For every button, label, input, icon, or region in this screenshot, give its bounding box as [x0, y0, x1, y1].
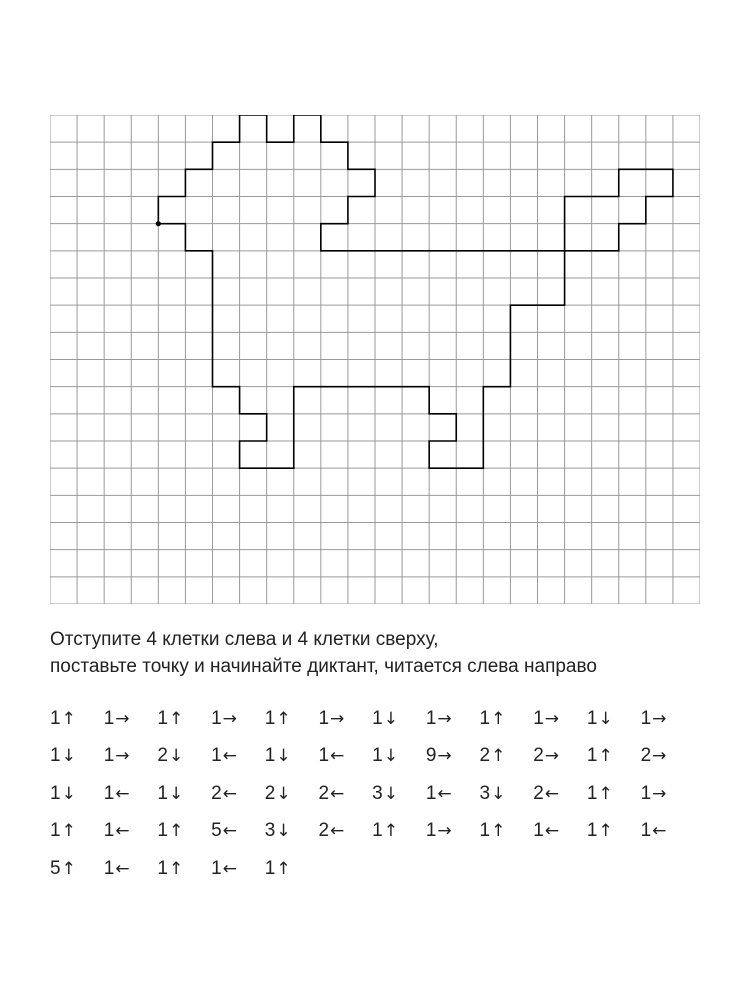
direction-arrow-icon: ← [544, 783, 560, 804]
dictation-step [480, 783, 534, 805]
step-count: 1 [211, 857, 222, 879]
dictation-step [480, 745, 534, 767]
dictation-step [211, 820, 265, 842]
direction-arrow-icon: → [222, 708, 237, 729]
step-count: 1 [50, 745, 61, 767]
direction-arrow-icon: ↑ [491, 708, 506, 729]
step-count: 1 [533, 707, 544, 729]
direction-arrow-icon: ↓ [276, 821, 291, 842]
direction-arrow-icon: ↑ [598, 821, 613, 842]
direction-arrow-icon: ↓ [168, 746, 184, 767]
direction-arrow-icon: ↓ [383, 783, 398, 804]
direction-arrow-icon: → [115, 746, 130, 767]
step-count: 1 [157, 707, 168, 729]
direction-arrow-icon: → [437, 746, 452, 767]
instructions [50, 626, 740, 680]
dictation-step [318, 745, 372, 767]
step-count: 1 [586, 707, 598, 729]
dictation-step [104, 708, 158, 730]
direction-arrow-icon: ↑ [491, 746, 506, 767]
dictation-row [50, 700, 740, 738]
dictation-step [641, 820, 695, 842]
direction-arrow-icon: ← [222, 746, 237, 767]
dictation-step [318, 783, 372, 805]
step-count: 1 [586, 782, 598, 804]
dictation-step [480, 820, 534, 842]
dictation-step [211, 708, 265, 730]
direction-arrow-icon: ↓ [276, 783, 291, 804]
direction-arrow-icon: ↑ [168, 821, 184, 842]
direction-arrow-icon: → [330, 708, 345, 729]
step-count: 2 [318, 782, 330, 804]
dictation-step [50, 783, 104, 805]
direction-arrow-icon: ← [437, 783, 452, 804]
dictation-step [157, 858, 211, 880]
dictation-step [104, 745, 158, 767]
direction-arrow-icon: ← [544, 821, 560, 842]
graph-paper-grid [50, 115, 700, 604]
step-count: 1 [425, 820, 437, 842]
step-count: 1 [157, 782, 168, 804]
step-count: 1 [372, 707, 383, 729]
dictation-step [157, 783, 211, 805]
direction-arrow-icon: ↑ [276, 708, 291, 729]
dictation-step [157, 820, 211, 842]
direction-arrow-icon: ← [652, 821, 667, 842]
dictation-step [318, 820, 372, 842]
step-count: 1 [640, 707, 652, 729]
step-count: 1 [425, 707, 437, 729]
direction-arrow-icon: ↑ [383, 821, 398, 842]
dictation-step [587, 745, 641, 767]
dictation-row [50, 850, 740, 888]
dictation-step [641, 745, 695, 767]
step-count: 1 [479, 820, 491, 842]
dictation-step [211, 783, 265, 805]
dictation-step [641, 783, 695, 805]
dictation-step [265, 708, 319, 730]
step-count: 5 [50, 857, 61, 879]
dictation-step [587, 783, 641, 805]
step-count: 2 [533, 782, 544, 804]
step-count: 2 [640, 745, 652, 767]
dictation-step [104, 858, 158, 880]
dictation-step [265, 745, 319, 767]
direction-arrow-icon: ← [222, 821, 237, 842]
direction-arrow-icon: → [652, 783, 667, 804]
dictation-step [533, 745, 587, 767]
direction-arrow-icon: → [544, 746, 560, 767]
direction-arrow-icon: ↓ [168, 783, 184, 804]
dictation-step [426, 783, 480, 805]
dictation-step [104, 783, 158, 805]
step-count: 3 [372, 782, 383, 804]
step-count: 2 [264, 782, 276, 804]
dictation-step [587, 820, 641, 842]
step-count: 9 [425, 745, 437, 767]
direction-arrow-icon: ↑ [61, 708, 76, 729]
step-count: 2 [318, 820, 330, 842]
dictation-step [372, 820, 426, 842]
dictation-step [157, 745, 211, 767]
step-count: 1 [50, 820, 61, 842]
dictation-step [426, 820, 480, 842]
dictation-step [211, 745, 265, 767]
instruction-line-1: Отступите 4 клетки слева и 4 клетки сверху, [50, 629, 439, 650]
step-count: 1 [103, 782, 115, 804]
dictation-step [50, 820, 104, 842]
direction-arrow-icon: → [437, 708, 452, 729]
direction-arrow-icon: ↓ [598, 708, 613, 729]
step-count: 1 [157, 820, 168, 842]
direction-arrow-icon: ↑ [168, 858, 184, 879]
step-count: 1 [640, 820, 652, 842]
direction-arrow-icon: ↓ [61, 783, 76, 804]
dictation-step [426, 708, 480, 730]
step-count: 1 [50, 707, 61, 729]
direction-arrow-icon: ↓ [491, 783, 506, 804]
dictation-step [265, 858, 319, 880]
step-count: 1 [586, 745, 598, 767]
dictation-row [50, 738, 740, 776]
step-count: 1 [318, 745, 330, 767]
dictation-step [50, 708, 104, 730]
step-count: 1 [372, 745, 383, 767]
step-count: 1 [211, 745, 222, 767]
instruction-line-2: поставьте точку и начинайте диктант, читается слева направо [50, 656, 597, 677]
step-count: 2 [211, 782, 222, 804]
dictation-step [480, 708, 534, 730]
step-count: 1 [264, 745, 276, 767]
step-count: 1 [479, 707, 491, 729]
step-count: 1 [586, 820, 598, 842]
step-count: 1 [372, 820, 383, 842]
dictation-step [104, 820, 158, 842]
direction-arrow-icon: ↓ [276, 746, 291, 767]
direction-arrow-icon: → [115, 708, 130, 729]
direction-arrow-icon: → [544, 708, 560, 729]
step-count: 3 [479, 782, 491, 804]
step-count: 1 [425, 782, 437, 804]
direction-arrow-icon: ↓ [383, 708, 398, 729]
direction-arrow-icon: ← [115, 858, 130, 879]
step-count: 1 [50, 782, 61, 804]
direction-arrow-icon: ↓ [61, 746, 76, 767]
direction-arrow-icon: ← [115, 783, 130, 804]
direction-arrow-icon: ↑ [491, 821, 506, 842]
dictation-step [533, 708, 587, 730]
direction-arrow-icon: ← [222, 783, 237, 804]
dictation-step [265, 820, 319, 842]
direction-arrow-icon: ↑ [276, 858, 291, 879]
step-count: 1 [211, 707, 222, 729]
dictation-step [318, 708, 372, 730]
direction-arrow-icon: ← [330, 783, 345, 804]
dictation-step [587, 708, 641, 730]
direction-arrow-icon: ← [330, 746, 345, 767]
step-count: 1 [103, 820, 115, 842]
step-count: 1 [103, 857, 115, 879]
direction-arrow-icon: ↑ [168, 708, 184, 729]
dictation-step [372, 745, 426, 767]
dictation-step [372, 783, 426, 805]
direction-arrow-icon: ↑ [61, 821, 76, 842]
dictation-step [50, 745, 104, 767]
dictation-step [533, 783, 587, 805]
step-count: 1 [103, 707, 115, 729]
dictation-step [372, 708, 426, 730]
direction-arrow-icon: → [652, 708, 667, 729]
step-count: 2 [157, 745, 168, 767]
direction-arrow-icon: → [652, 746, 667, 767]
cat-figure-outline [158, 115, 673, 468]
step-count: 1 [103, 745, 115, 767]
step-count: 5 [211, 820, 222, 842]
dictation-step [426, 745, 480, 767]
dictation-step [50, 858, 104, 880]
dictation-step [533, 820, 587, 842]
dictation-row [50, 813, 740, 851]
step-count: 1 [640, 782, 652, 804]
step-count: 1 [157, 857, 168, 879]
direction-arrow-icon: ← [330, 821, 345, 842]
direction-arrow-icon: ↑ [61, 858, 76, 879]
step-count: 3 [264, 820, 276, 842]
step-count: 1 [264, 707, 276, 729]
step-count: 1 [533, 820, 544, 842]
dictation-steps [50, 700, 740, 888]
direction-arrow-icon: ← [115, 821, 130, 842]
dictation-row [50, 775, 740, 813]
dictation-step [211, 858, 265, 880]
step-count: 1 [318, 707, 330, 729]
direction-arrow-icon: ↑ [598, 783, 613, 804]
direction-arrow-icon: → [437, 821, 452, 842]
direction-arrow-icon: ← [222, 858, 237, 879]
step-count: 2 [479, 745, 491, 767]
step-count: 1 [264, 857, 276, 879]
start-point-dot [156, 221, 161, 226]
direction-arrow-icon: ↑ [598, 746, 613, 767]
dictation-step [265, 783, 319, 805]
direction-arrow-icon: ↓ [383, 746, 398, 767]
dictation-step [157, 708, 211, 730]
step-count: 2 [533, 745, 544, 767]
dictation-step [641, 708, 695, 730]
